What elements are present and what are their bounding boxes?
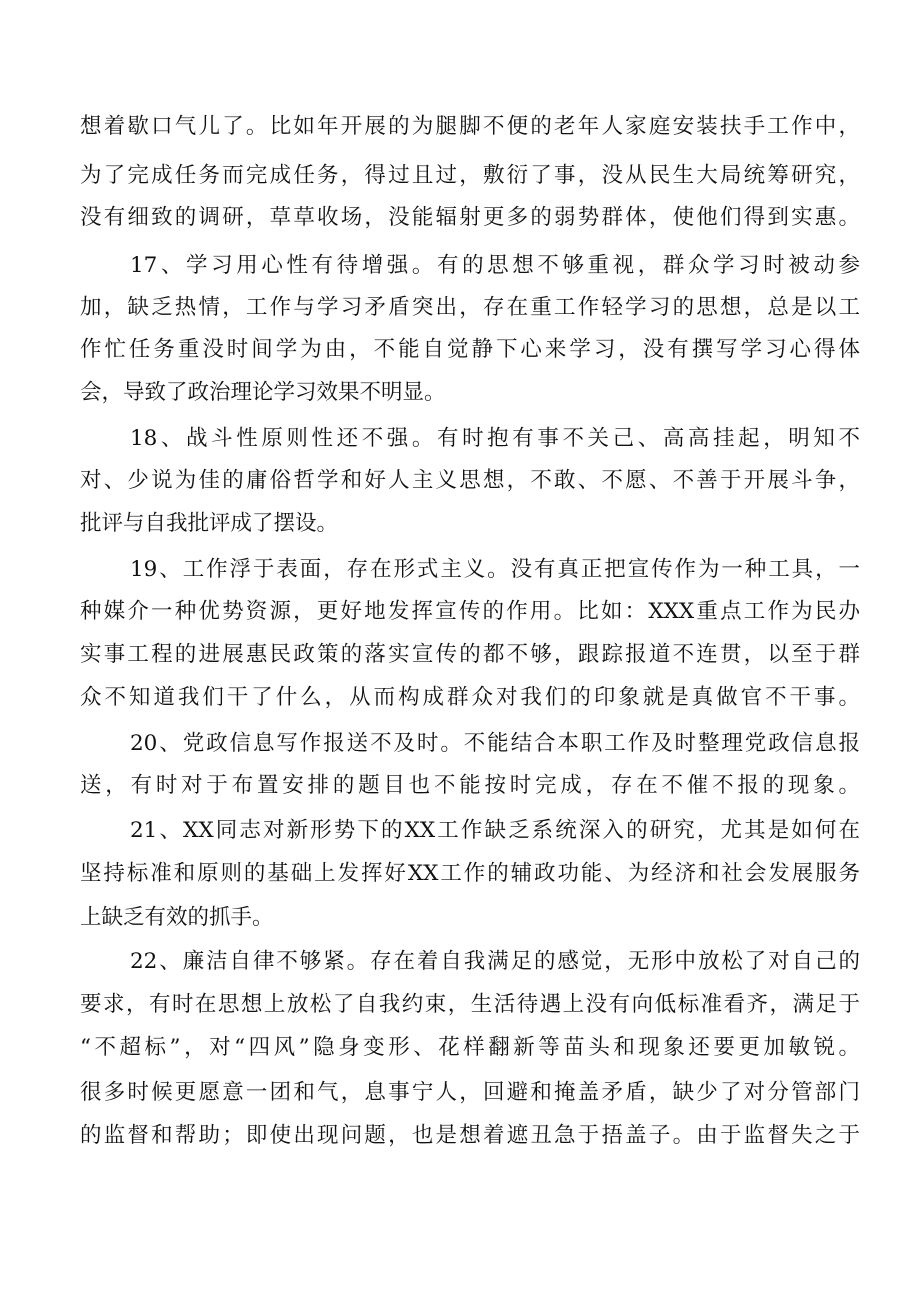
text-line: 坚持标准和原则的基础上发挥好XX工作的辅政功能、为经济和社会发展服务 [80, 861, 860, 886]
text-line: “不超标”，对“四风”隐身变形、花样翻新等苗头和现象还要更加敏锐。 [80, 1035, 860, 1060]
text-line: 众不知道我们干了什么，从而构成群众对我们的印象就是真做官不干事。 [80, 685, 860, 710]
text-line: 很多时候更愿意一团和气，息事宁人，回避和掩盖矛盾，缺少了对分管部门 [80, 1080, 860, 1105]
paragraph-17-first-line: 17、学习用心性有待增强。有的思想不够重视，群众学习时被动参 [130, 253, 860, 278]
text-line: 种媒介一种优势资源，更好地发挥宣传的作用。比如：XXX重点工作为民办 [80, 599, 860, 624]
text-line: 送，有时对于布置安排的题目也不能按时完成，存在不催不报的现象。 [80, 773, 860, 798]
text-line: 实事工程的进展惠民政策的落实宣传的都不够，跟踪报道不连贯，以至于群 [80, 642, 860, 667]
text-line: 批评与自我批评成了摆设。 [80, 511, 339, 536]
text-line: 对、少说为佳的庸俗哲学和好人主义思想，不敢、不愿、不善于开展斗争， [80, 468, 860, 493]
paragraph-22-first-line: 22、廉洁自律不够紧。存在着自我满足的感觉，无形中放松了对自己的 [130, 949, 860, 974]
text-line: 会，导致了政治理论学习效果不明显。 [80, 380, 446, 405]
paragraph-20-first-line: 20、党政信息写作报送不及时。不能结合本职工作及时整理党政信息报 [130, 731, 860, 756]
text-line: 要求，有时在思想上放松了自我约束，生活待遇上没有向低标准看齐，满足于 [80, 992, 860, 1017]
text-line: 加，缺乏热情，工作与学习矛盾突出，存在重工作轻学习的思想，总是以工 [80, 295, 860, 320]
text-line: 为了完成任务而完成任务，得过且过，敷衍了事，没从民生大局统筹研究， [80, 163, 860, 188]
text-line: 的监督和帮助；即使出现问题，也是想着遮丑急于捂盖子。由于监督失之于 [80, 1123, 860, 1148]
paragraph-21-first-line: 21、XX同志对新形势下的XX工作缺乏系统深入的研究，尤其是如何在 [130, 818, 860, 843]
text-line: 想着歇口气儿了。比如年开展的为腿脚不便的老年人家庭安装扶手工作中， [80, 114, 860, 139]
text-line: 作忙任务重没时间学为由，不能自觉静下心来学习，没有撰写学习心得体 [80, 337, 860, 362]
paragraph-18-first-line: 18、战斗性原则性还不强。有时抱有事不关己、高高挂起，明知不 [130, 426, 860, 451]
text-line: 没有细致的调研，草草收场，没能辐射更多的弱势群体，使他们得到实惠。 [80, 205, 860, 230]
paragraph-19-first-line: 19、工作浮于表面，存在形式主义。没有真正把宣传作为一种工具，一 [130, 557, 860, 582]
text-line: 上缺乏有效的抓手。 [80, 905, 274, 930]
